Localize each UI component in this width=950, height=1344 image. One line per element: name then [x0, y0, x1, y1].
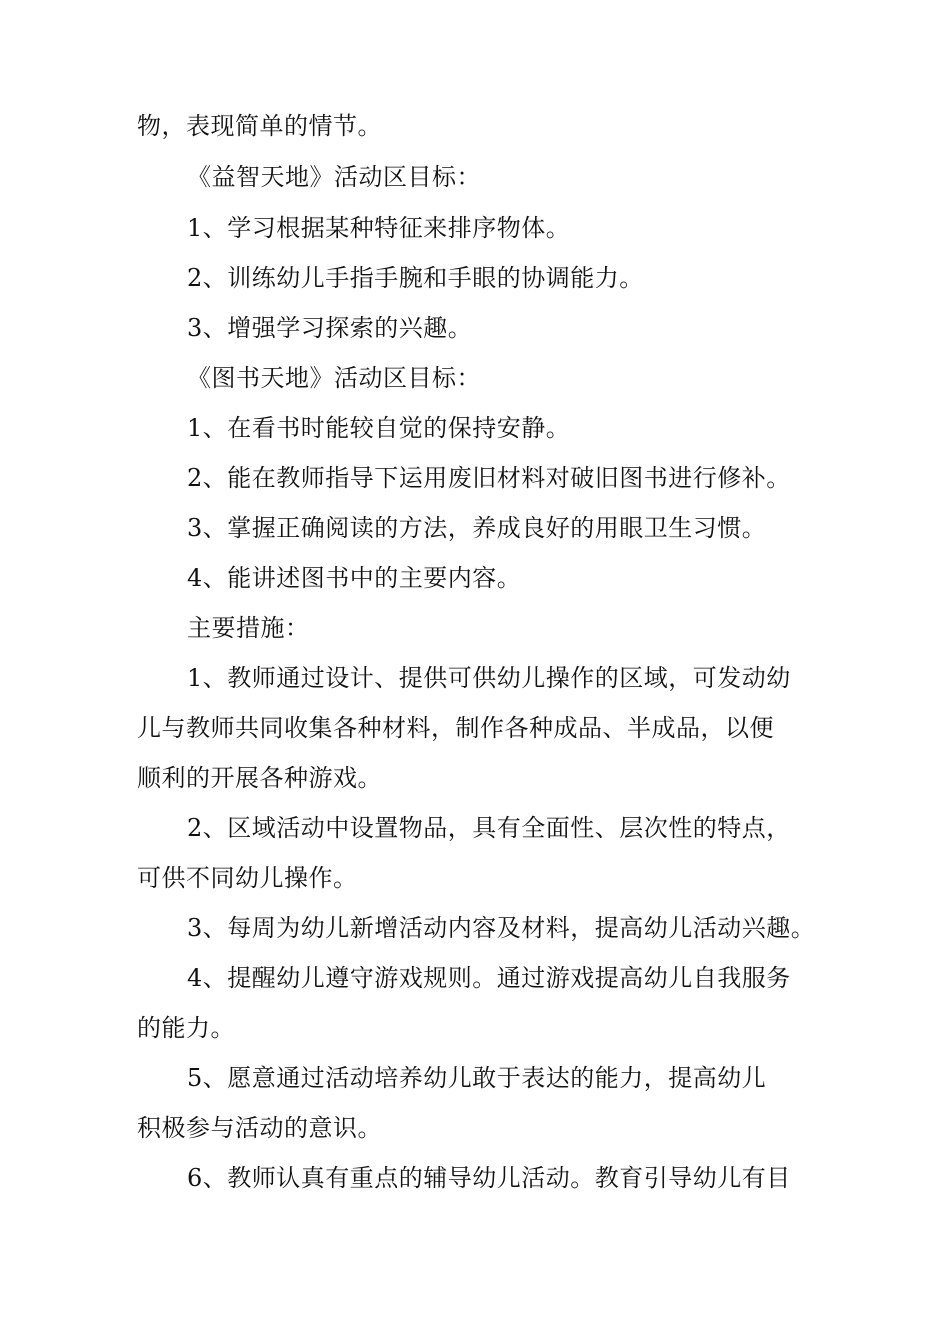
list-item: 3、增强学习探索的兴趣。 [187, 314, 473, 342]
paragraph-line: 6、教师认真有重点的辅导幼儿活动。教育引导幼儿有目 [187, 1164, 791, 1192]
paragraph-line: 3、每周为幼儿新增活动内容及材料，提高幼儿活动兴趣。 [187, 914, 816, 942]
section-heading: 《图书天地》活动区目标： [187, 364, 481, 392]
list-item: 2、训练幼儿手指手腕和手眼的协调能力。 [187, 264, 644, 292]
paragraph-line: 顺利的开展各种游戏。 [137, 764, 382, 792]
paragraph-line: 2、区域活动中设置物品，具有全面性、层次性的特点， [187, 814, 791, 842]
list-item: 2、能在教师指导下运用废旧材料对破旧图书进行修补。 [187, 464, 791, 492]
paragraph-line: 可供不同幼儿操作。 [137, 864, 358, 892]
section-heading: 《益智天地》活动区目标： [187, 163, 481, 191]
paragraph-line: 儿与教师共同收集各种材料，制作各种成品、半成品，以便 [137, 714, 774, 742]
list-item: 4、能讲述图书中的主要内容。 [187, 564, 522, 592]
paragraph-line: 5、愿意通过活动培养幼儿敢于表达的能力，提高幼儿 [187, 1064, 767, 1092]
list-item: 1、在看书时能较自觉的保持安静。 [187, 414, 571, 442]
text-line: 物，表现简单的情节。 [137, 112, 382, 140]
paragraph-line: 4、提醒幼儿遵守游戏规则。通过游戏提高幼儿自我服务 [187, 964, 791, 992]
paragraph-line: 1、教师通过设计、提供可供幼儿操作的区域，可发动幼 [187, 664, 791, 692]
paragraph-line: 积极参与活动的意识。 [137, 1114, 382, 1142]
section-heading: 主要措施： [187, 614, 310, 642]
paragraph-line: 的能力。 [137, 1014, 235, 1042]
list-item: 3、掌握正确阅读的方法，养成良好的用眼卫生习惯。 [187, 514, 767, 542]
list-item: 1、学习根据某种特征来排序物体。 [187, 214, 571, 242]
